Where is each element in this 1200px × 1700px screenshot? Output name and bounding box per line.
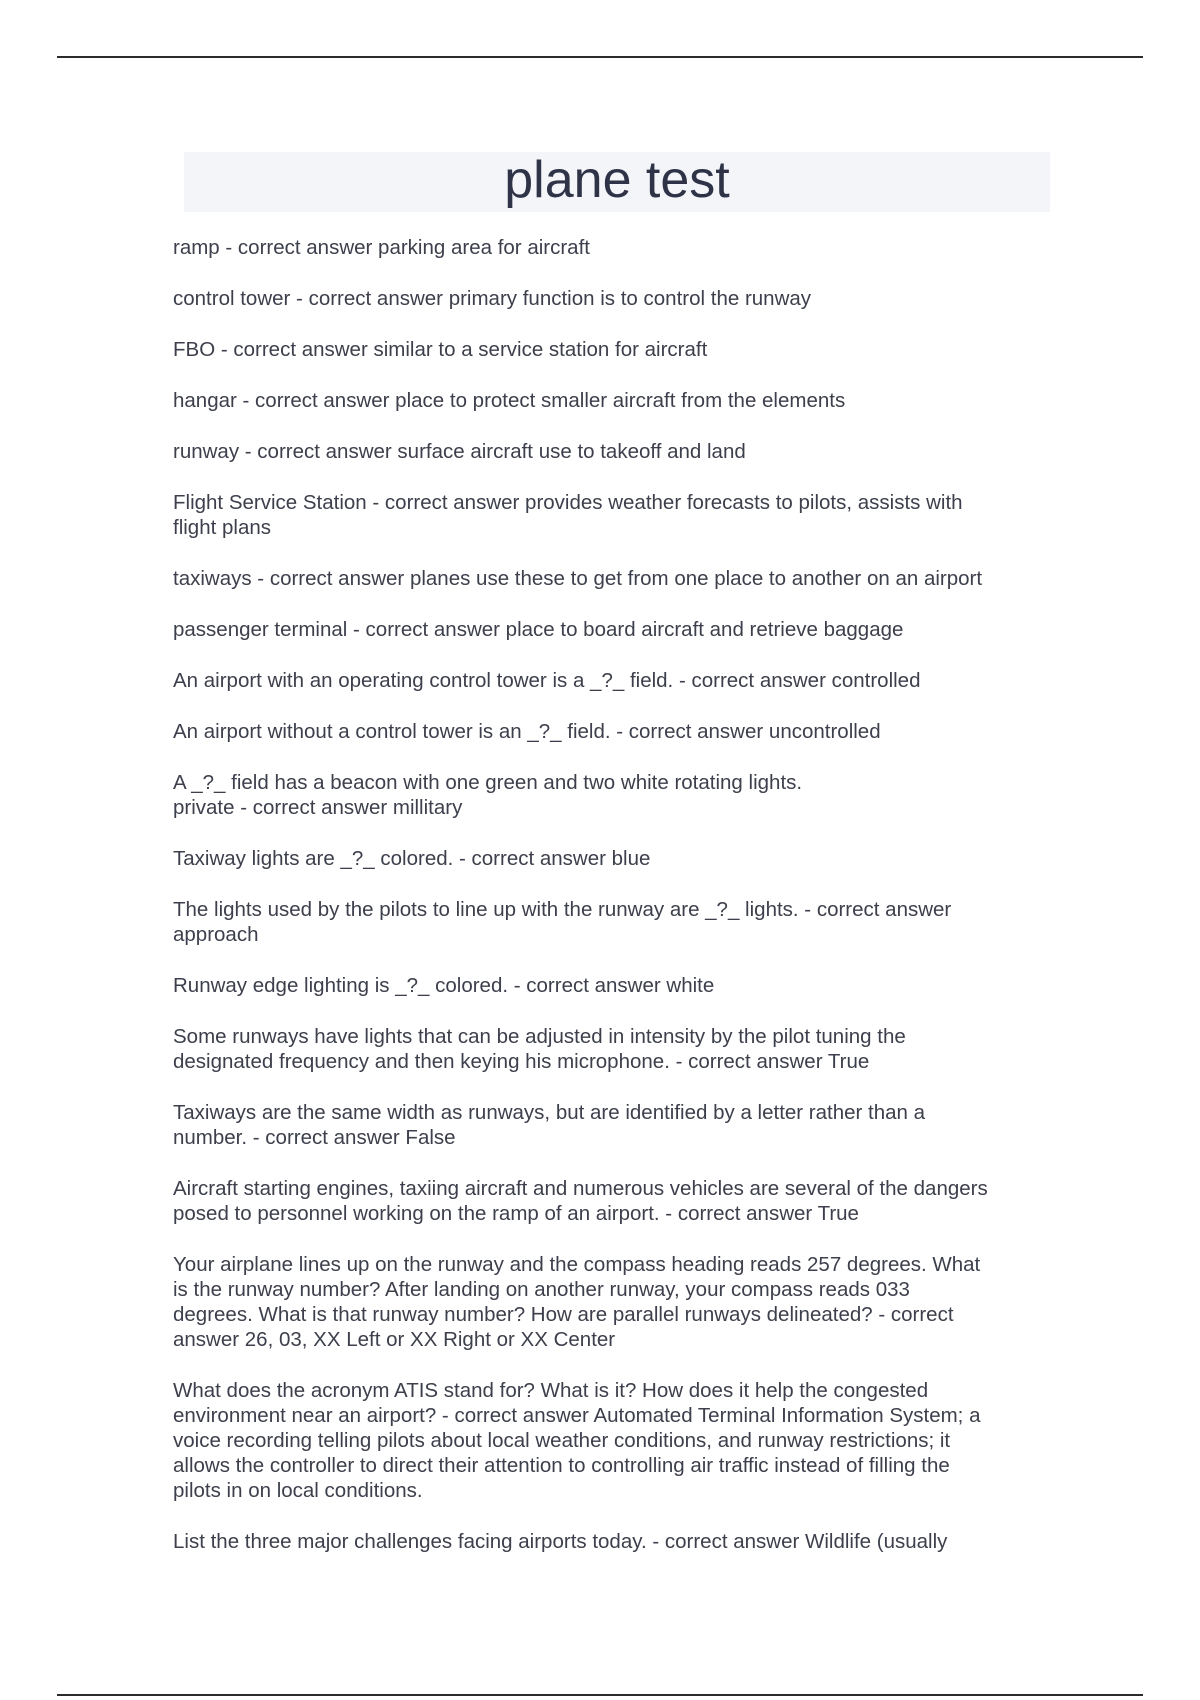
qa-entry-line: List the three major challenges facing airports today. - correct answer Wildlife (usually — [173, 1530, 948, 1553]
qa-entry-line: degrees. What is that runway number? How are parallel runways delineated? - correct — [173, 1303, 954, 1326]
qa-entry — [173, 337, 1063, 362]
qa-entry — [173, 566, 1063, 591]
qa-entry — [173, 617, 1063, 642]
qa-entry-line: An airport with an operating control tower is a _?_ field. - correct answer controlled — [173, 669, 921, 692]
qa-entry-line: taxiways - correct answer planes use these to get from one place to another on an airport — [173, 567, 983, 590]
qa-entry-line: Runway edge lighting is _?_ colored. - correct answer white — [173, 974, 715, 997]
title-band — [184, 152, 1050, 212]
qa-entry-line: control tower - correct answer primary function is to control the runway — [173, 287, 812, 310]
qa-entry-line: voice recording telling pilots about local weather conditions, and runway restrictions; it — [173, 1429, 951, 1452]
qa-entry-line: A _?_ field has a beacon with one green and two white rotating lights. — [173, 771, 803, 794]
qa-entry — [173, 1378, 1063, 1503]
qa-entry-line: Some runways have lights that can be adjusted in intensity by the pilot tuning the — [173, 1025, 906, 1048]
qa-entry — [173, 388, 1063, 413]
qa-entry-line: private - correct answer millitary — [173, 796, 463, 819]
qa-entry-line: Aircraft starting engines, taxiing aircraft and numerous vehicles are several of the dangers — [173, 1177, 988, 1200]
qa-entry-line: ramp - correct answer parking area for aircraft — [173, 236, 590, 259]
qa-entry-line: Taxiway lights are _?_ colored. - correct answer blue — [173, 847, 651, 870]
qa-entry — [173, 846, 1063, 871]
qa-entry — [173, 668, 1063, 693]
qa-entry-line: designated frequency and then keying his microphone. - correct answer True — [173, 1050, 870, 1073]
qa-entry-line: pilots in on local conditions. — [173, 1479, 423, 1502]
qa-entry-line: passenger terminal - correct answer place to board aircraft and retrieve baggage — [173, 618, 904, 641]
qa-entry-line: Taxiways are the same width as runways, but are identified by a letter rather than a — [173, 1101, 926, 1124]
qa-entry-line: hangar - correct answer place to protect smaller aircraft from the elements — [173, 389, 846, 412]
qa-entry — [173, 1252, 1063, 1352]
top-rule — [57, 56, 1143, 58]
qa-entry — [173, 439, 1063, 464]
qa-entry — [173, 286, 1063, 311]
qa-entry-line: Flight Service Station - correct answer provides weather forecasts to pilots, assists with — [173, 491, 963, 514]
qa-entry-line: Your airplane lines up on the runway and the compass heading reads 257 degrees. What — [173, 1253, 981, 1276]
qa-entry — [173, 897, 1063, 947]
qa-entry-line: is the runway number? After landing on another runway, your compass reads 033 — [173, 1278, 910, 1301]
qa-list — [173, 235, 1063, 1580]
qa-entry — [173, 1024, 1063, 1074]
qa-entry-line: The lights used by the pilots to line up with the runway are _?_ lights. - correct answer — [173, 898, 952, 921]
qa-entry-line: An airport without a control tower is an _?_ field. - correct answer uncontrolled — [173, 720, 881, 743]
qa-entry-line: posed to personnel working on the ramp of an airport. - correct answer True — [173, 1202, 859, 1225]
qa-entry-line: flight plans — [173, 516, 272, 539]
qa-entry — [173, 235, 1063, 260]
qa-entry — [173, 1529, 1063, 1554]
qa-entry-line: FBO - correct answer similar to a service station for aircraft — [173, 338, 708, 361]
qa-entry-line: allows the controller to direct their attention to controlling air traffic instead of filling the — [173, 1454, 950, 1477]
qa-entry-line: answer 26, 03, XX Left or XX Right or XX Center — [173, 1328, 616, 1351]
qa-entry — [173, 719, 1063, 744]
qa-entry — [173, 490, 1063, 540]
page-title: plane test — [504, 151, 730, 209]
qa-entry — [173, 1100, 1063, 1150]
qa-entry-line: runway - correct answer surface aircraft use to takeoff and land — [173, 440, 746, 463]
qa-entry — [173, 973, 1063, 998]
bottom-rule — [57, 1694, 1143, 1696]
qa-entry-line: approach — [173, 923, 259, 946]
qa-entry-line: environment near an airport? - correct answer Automated Terminal Information System; a — [173, 1404, 981, 1427]
qa-entry — [173, 1176, 1063, 1226]
qa-entry — [173, 770, 1063, 820]
qa-entry-line: What does the acronym ATIS stand for? What is it? How does it help the congested — [173, 1379, 929, 1402]
qa-entry-line: number. - correct answer False — [173, 1126, 456, 1149]
